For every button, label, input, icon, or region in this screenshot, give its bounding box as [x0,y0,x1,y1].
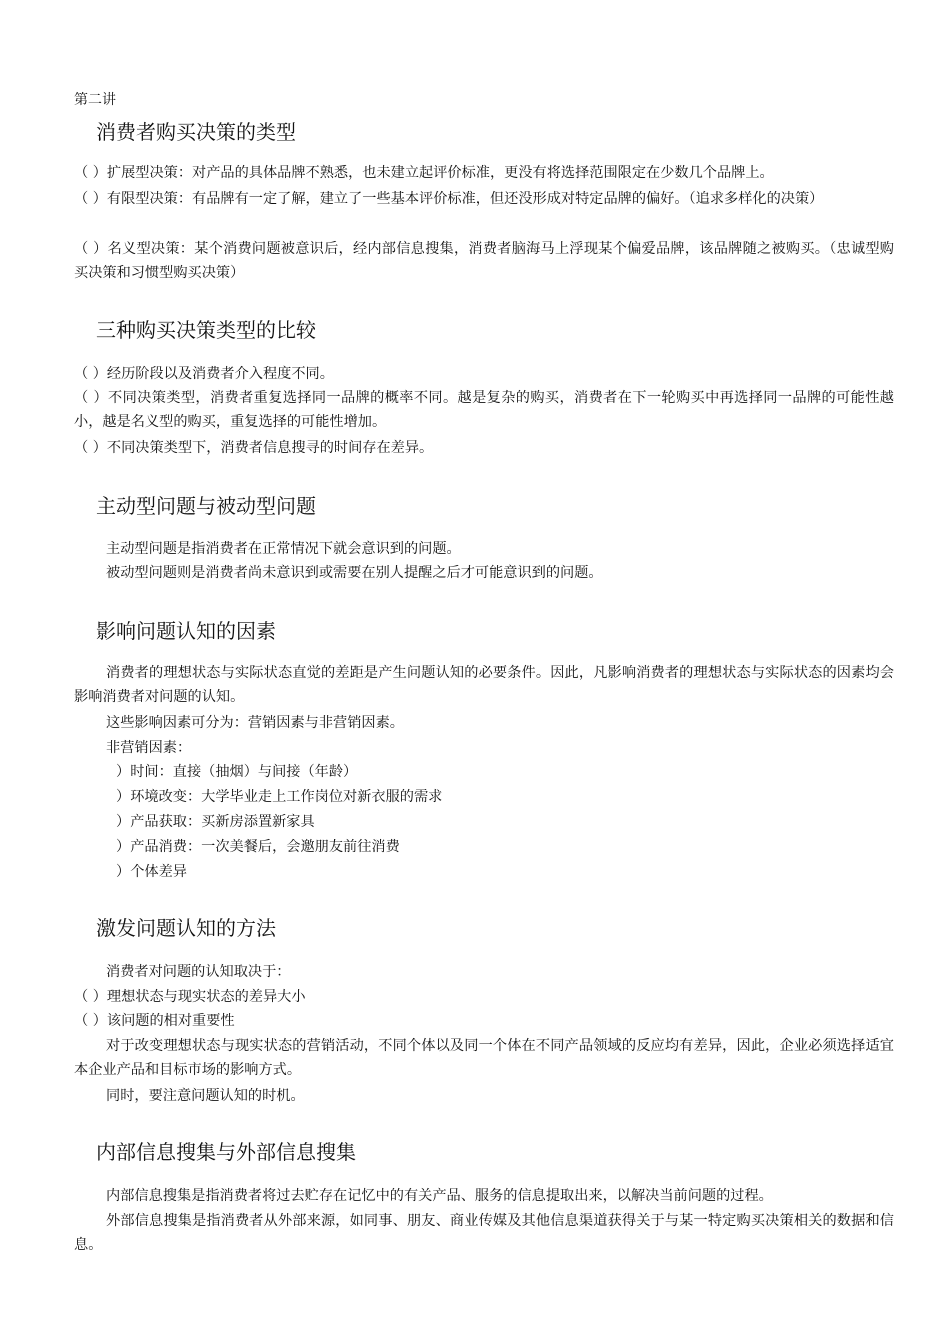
paragraph: （ ）不同决策类型，消费者重复选择同一品牌的概率不同。越是复杂的购买，消费者在下一轮购买中再选择同一品牌的可能性越小，越是名义型的购买，重复选择的可能性增加。 [74,390,894,430]
paragraph: 同时，要注意问题认知的时机。 [106,1088,305,1104]
paragraph: （ ）经历阶段以及消费者介入程度不同。 [74,366,334,382]
list-item: ）环境改变：大学毕业走上工作岗位对新衣服的需求 [116,789,443,805]
paragraph: 被动型问题则是消费者尚未意识到或需要在别人提醒之后才可能意识到的问题。 [106,565,603,581]
list-item: ）产品获取：买新房添置新家具 [116,814,315,830]
paragraph: （ ）不同决策类型下，消费者信息搜寻的时间存在差异。 [74,440,434,456]
list-item: ）个体差异 [116,864,187,880]
section-heading-comparison: 三种购买决策类型的比较 [96,318,316,342]
paragraph: 这些影响因素可分为：营销因素与非营销因素。 [106,715,404,731]
paragraph: 消费者对问题的认知取决于： [106,964,291,980]
paragraph: （ ）有限型决策：有品牌有一定了解，建立了一些基本评价标准，但还没形成对特定品牌的偏好。（追求多样化的决策） [74,191,824,207]
paragraph: （ ）名义型决策：某个消费问题被意识后，经内部信息搜集，消费者脑海马上浮现某个偏爱品牌，该品牌随之被购买。（忠诚型购买决策和习惯型购买决策） [74,241,894,281]
paragraph: 对于改变理想状态与现实状态的营销活动，不同个体以及同一个体在不同产品领域的反应均有差异，因此，企业必须选择适宜本企业产品和目标市场的影响方式。 [74,1038,894,1078]
paragraph: 非营销因素： [106,740,192,756]
list-item: ）产品消费：一次美餐后，会邀朋友前往消费 [116,839,400,855]
paragraph: 外部信息搜集是指消费者从外部来源，如同事、朋友、商业传媒及其他信息渠道获得关于与某一特定购买决策相关的数据和信息。 [74,1213,894,1253]
paragraph: 内部信息搜集是指消费者将过去贮存在记忆中的有关产品、服务的信息提取出来，以解决当前问题的过程。 [106,1188,773,1204]
paragraph: 主动型问题是指消费者在正常情况下就会意识到的问题。 [106,541,461,557]
section-heading-info-search: 内部信息搜集与外部信息搜集 [96,1140,356,1164]
section-heading-stimulate-recognition: 激发问题认知的方法 [96,916,276,940]
section-heading-influencing-factors: 影响问题认知的因素 [96,619,276,643]
list-item: ）时间：直接（抽烟）与间接（年龄） [116,764,358,780]
paragraph: （ ）理想状态与现实状态的差异大小 [74,989,306,1005]
paragraph: （ ）该问题的相对重要性 [74,1013,235,1029]
section-heading-decision-types: 消费者购买决策的类型 [96,120,296,144]
paragraph: （ ）扩展型决策：对产品的具体品牌不熟悉，也未建立起评价标准，更没有将选择范围限定在少数几个品牌上。 [74,165,774,181]
paragraph: 消费者的理想状态与实际状态直觉的差距是产生问题认知的必要条件。因此，凡影响消费者的理想状态与实际状态的因素均会影响消费者对问题的认知。 [74,665,894,705]
section-heading-active-passive: 主动型问题与被动型问题 [96,494,316,518]
lecture-label: 第二讲 [74,92,116,108]
